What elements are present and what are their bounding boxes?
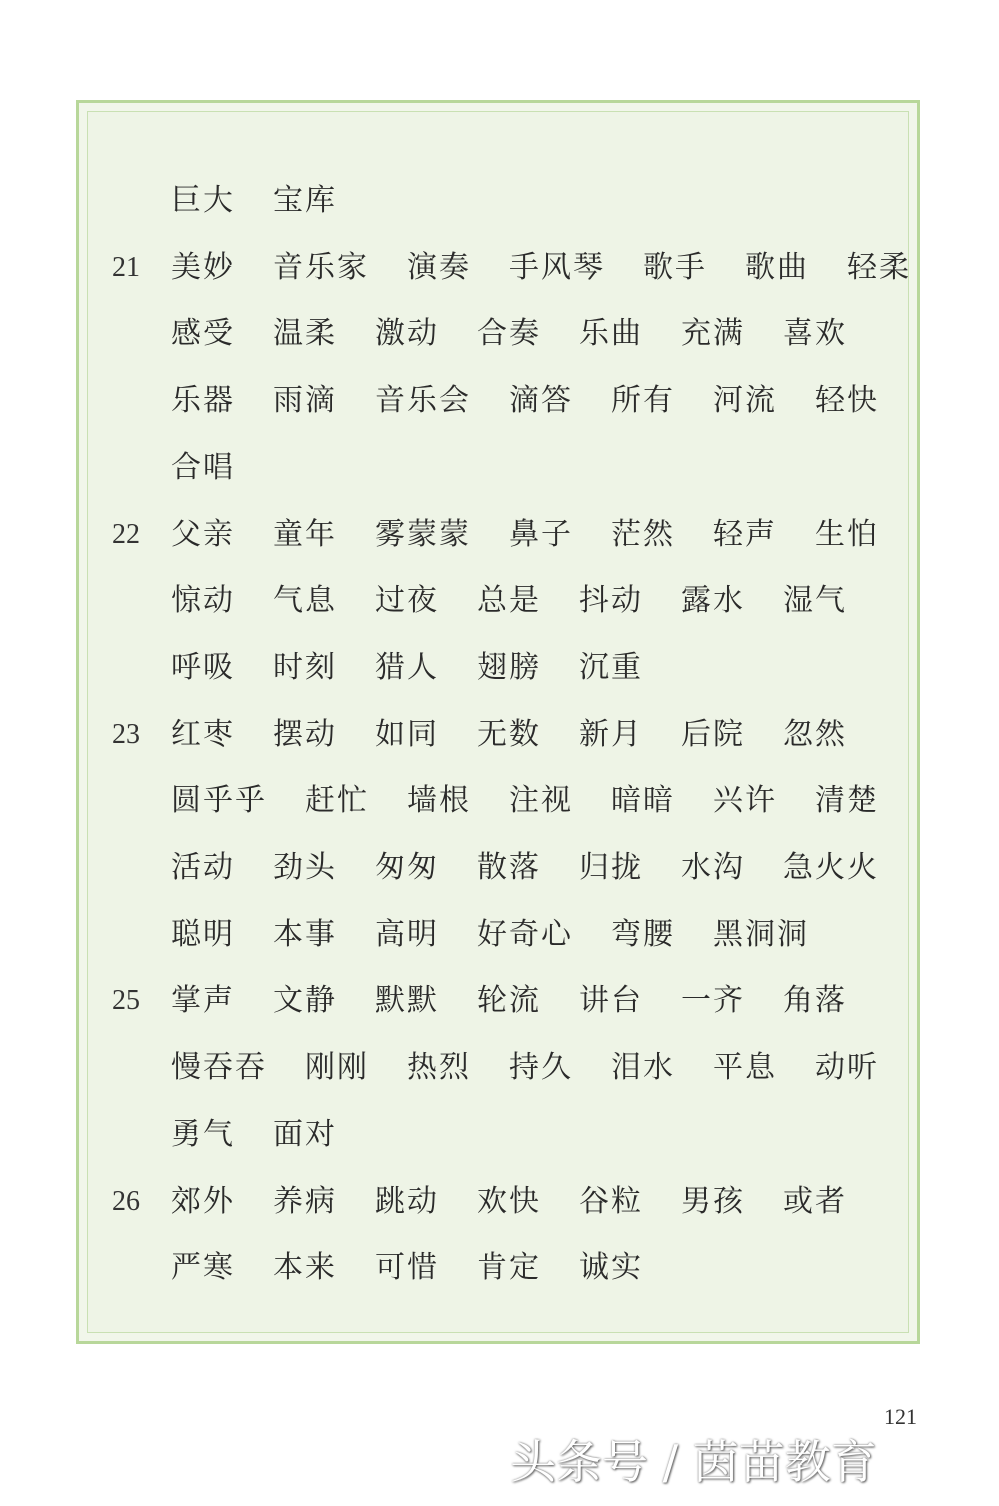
vocab-word: 红枣 [171,716,235,752]
vocab-word: 慢吞吞 [171,1050,267,1086]
vocab-word: 一齐 [681,983,745,1019]
vocab-word: 茫然 [611,516,675,552]
vocab-word: 男孩 [681,1183,745,1219]
vocab-word: 后院 [681,716,745,752]
lesson-number: 22 [112,518,140,550]
word-list [171,910,847,960]
vocab-word: 劲头 [273,850,337,885]
lesson-number: 25 [112,985,140,1017]
vocab-word: 跳动 [375,1183,439,1219]
vocab-word: 归拢 [579,850,643,885]
vocab-word: 童年 [273,516,337,552]
watermark: 头条号 / 茵苗教育 [510,1435,877,1489]
vocabulary-panel [87,111,909,1333]
vocab-word: 弯腰 [611,916,675,952]
word-list [171,243,949,293]
page-number: 121 [884,1404,917,1429]
word-list [171,1110,375,1160]
vocab-word: 平息 [713,1050,777,1086]
vocab-word: 水沟 [681,850,745,885]
vocab-word: 无数 [477,716,541,752]
vocab-word: 音乐会 [375,383,471,419]
word-list [171,1043,917,1093]
lesson-number: 26 [112,1185,140,1217]
vocab-word: 父亲 [171,516,235,552]
vocab-word: 轮流 [477,983,541,1019]
vocab-word: 轻快 [815,383,879,419]
vocab-word: 可惜 [375,1250,439,1286]
vocab-word: 摆动 [273,716,337,752]
vocab-word: 猎人 [375,649,439,685]
vocab-word: 轻声 [713,516,777,552]
vocab-word: 轻柔 [847,249,911,285]
vocab-word: 散落 [477,850,541,885]
vocab-word: 暗暗 [611,783,675,819]
vocab-word: 养病 [273,1183,337,1219]
vocab-word: 肯定 [477,1250,541,1286]
vocab-word: 抖动 [579,583,643,619]
word-list [171,843,917,893]
vocab-word: 歌手 [643,249,707,285]
vocab-word: 掌声 [171,983,235,1019]
vocab-word: 高明 [375,916,439,952]
vocab-word: 合奏 [477,316,541,352]
vocab-word: 总是 [477,583,541,619]
word-list [171,776,917,826]
vocab-word: 本事 [273,916,337,952]
vocab-word: 新月 [579,716,643,752]
vocab-word: 角落 [783,983,847,1019]
vocab-word: 动听 [815,1050,879,1086]
vocab-word: 露水 [681,583,745,619]
vocab-word: 如同 [375,716,439,752]
vocab-word: 乐曲 [579,316,643,352]
vocab-word: 音乐家 [273,249,369,285]
vocab-word: 严寒 [171,1250,235,1286]
vocab-word: 手风琴 [509,249,605,285]
vocab-word: 欢快 [477,1183,541,1219]
vocab-word: 雨滴 [273,383,337,419]
vocab-word: 惊动 [171,583,235,619]
vocab-word: 忽然 [783,716,847,752]
vocab-word: 刚刚 [305,1050,369,1086]
word-list [171,576,885,626]
vocab-word: 雾蒙蒙 [375,516,471,552]
vocab-word: 聪明 [171,916,235,952]
vocab-word: 匆匆 [375,850,439,885]
vocab-word: 美妙 [171,249,235,285]
vocab-word: 谷粒 [579,1183,643,1219]
word-list [171,1177,885,1227]
vocab-word: 活动 [171,850,235,885]
vocab-word: 黑洞洞 [713,916,809,952]
vocab-word: 本来 [273,1250,337,1286]
word-list [171,176,375,226]
vocab-word: 急火火 [783,850,879,885]
vocab-word: 过夜 [375,583,439,619]
lesson-number: 23 [112,718,140,750]
vocab-word: 默默 [375,983,439,1019]
vocab-word: 热烈 [407,1050,471,1086]
vocab-word: 勇气 [171,1116,235,1152]
vocab-word: 时刻 [273,649,337,685]
vocab-word: 赶忙 [305,783,369,819]
vocab-word: 圆乎乎 [171,783,267,819]
vocab-word: 乐器 [171,383,235,419]
vocab-word: 歌曲 [745,249,809,285]
word-list [171,1243,681,1293]
vocab-word: 清楚 [815,783,879,819]
vocab-word: 诚实 [579,1250,643,1286]
vocab-word: 所有 [611,383,675,419]
vocab-word: 文静 [273,983,337,1019]
word-list [171,643,681,693]
vocab-word: 或者 [783,1183,847,1219]
word-list [171,976,885,1026]
vocab-word: 鼻子 [509,516,573,552]
word-list [171,376,917,426]
vocab-word: 呼吸 [171,649,235,685]
vocab-word: 喜欢 [783,316,847,352]
vocab-word: 演奏 [407,249,471,285]
vocab-word: 泪水 [611,1050,675,1086]
vocabulary-frame [76,100,920,1344]
vocab-word: 激动 [375,316,439,352]
vocab-word: 兴许 [713,783,777,819]
word-list [171,309,885,359]
vocab-word: 充满 [681,316,745,352]
word-list [171,510,917,560]
vocab-word: 好奇心 [477,916,573,952]
vocab-word: 巨大 [171,183,235,218]
vocab-word: 感受 [171,316,235,352]
vocab-word: 生怕 [815,516,879,552]
word-list [171,710,885,760]
vocab-word: 注视 [509,783,573,819]
word-list [171,443,273,493]
vocab-word: 温柔 [273,316,337,352]
vocab-word: 面对 [273,1116,337,1152]
vocab-word: 气息 [273,583,337,619]
vocab-word: 翅膀 [477,649,541,685]
vocab-word: 湿气 [783,583,847,619]
vocab-word: 郊外 [171,1183,235,1219]
vocab-word: 讲台 [579,983,643,1019]
vocab-word: 墙根 [407,783,471,819]
vocab-word: 沉重 [579,649,643,685]
vocab-word: 宝库 [273,183,337,218]
lesson-number: 21 [112,251,140,283]
vocab-word: 滴答 [509,383,573,419]
vocab-word: 持久 [509,1050,573,1086]
vocab-word: 合唱 [171,449,235,485]
vocab-word: 河流 [713,383,777,419]
